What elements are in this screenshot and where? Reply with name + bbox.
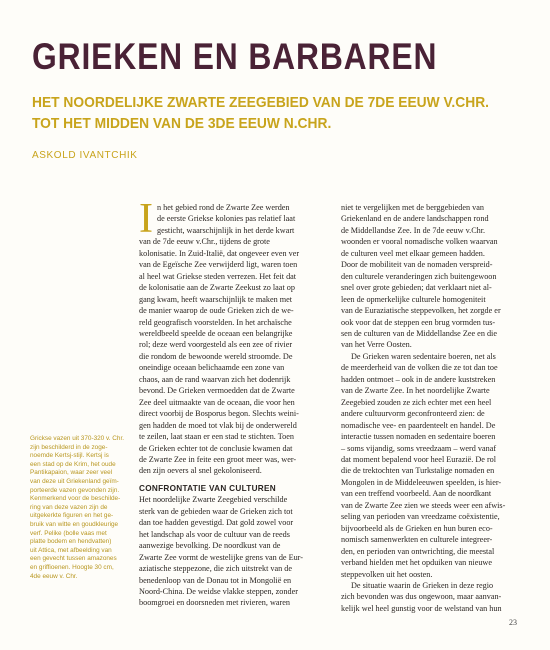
text-line: van de 7de eeuw v.Chr., tijdens de grote — [139, 237, 270, 247]
text-line: zijn beschilderd in de zoge- — [30, 443, 108, 451]
text-line: de Middellandse Zee. In de 7de eeuw v.Chr. — [341, 225, 486, 235]
text-line: de kolonisatie aan de Zwarte Zeekust zo laat op — [139, 283, 295, 293]
text-line: steppevolken uit het oosten. — [341, 569, 433, 579]
text-line: Noord-China. De weidse vlakke steppen, zonder — [139, 586, 298, 596]
subtitle-line: TOT HET MIDDEN VAN DE 3DE EEUW N.CHR. — [32, 115, 332, 132]
text-line: benedenloop van de Donau tot in Mongolië en — [139, 575, 292, 585]
text-line: rol; deze werd voorgesteld als een zee of rivier — [139, 340, 293, 350]
subtitle — [32, 92, 510, 134]
text-line: De Grieken waren sedentaire boeren, net als — [351, 351, 496, 361]
text-line: verf. Pelike (bolle vaas met — [30, 529, 107, 537]
text-line: van de Zwarte Zee. In het noordelijke Zwarte — [341, 386, 490, 396]
text-line: te zeilen, laat staan er een stad te stichten. Toen — [139, 432, 294, 442]
text-line: dan toe hadden gevestigd. Dat gold zowel voor — [139, 518, 294, 528]
text-line: uitgekerkte figuren en het ge- — [30, 512, 114, 520]
text-line: van deze uit Griekenland geïm- — [30, 477, 119, 485]
text-column-left — [139, 196, 329, 609]
text-line: gen hadden de moed tot vlak bij de onderwereld — [139, 420, 297, 430]
text-line: verband hielden met het opduiken van nieuwe — [341, 558, 492, 568]
text-line: gesticht, waarschijnlijk in het derde kwart — [157, 225, 295, 235]
text-line: dat moment bepalend voor heel Eurazië. De rol — [341, 454, 497, 464]
text-line: zich bevonden was dus ongewoon, maar aanvan- — [341, 592, 502, 602]
text-line: platte bodem en hendvatten) — [30, 538, 112, 546]
text-line: de eerste Griekse kolonies pas relatief laat — [157, 214, 296, 224]
text-line: al heel wat Griekse steden verrezen. Het feit dat — [139, 271, 297, 281]
text-line: kelijk wel heel gunstig voor de welstand van hun — [341, 603, 502, 613]
text-line: niet te vergelijken met de berggebieden van — [341, 203, 484, 212]
text-line: leen de opmerkelijke culturele homogeniteit — [341, 294, 486, 304]
text-line: reld geografisch voorstelden. In het archaïsche — [139, 317, 292, 327]
text-line: de Zwarte Zee in feite een groot meer was, wer- — [139, 454, 297, 464]
text-line: van het Verre Oosten. — [341, 340, 412, 350]
section-heading: CONFRONTATIE VAN CULTUREN — [139, 483, 276, 493]
text-line: de Grieken echter tot de conclusie kwamen dat — [139, 443, 293, 453]
text-line: van de Euraziatische steppevolken, het zorgde er — [341, 306, 501, 316]
text-line: Zee deel uitmaakte van de oceaan, die voor hen — [139, 397, 295, 407]
text-line: uit Attica, met afbeelding van — [30, 546, 112, 554]
text-line: nomisch samenwerkten en culturele integreer- — [341, 535, 493, 545]
text-line: wereldbeeld speelde de oceaan een belangrijke — [139, 328, 293, 338]
text-line: een stad op de Krim, het oude — [30, 460, 116, 468]
text-line: die de trektochten van Turkstalige nomaden en — [341, 466, 495, 476]
text-line: Zeegebied zouden ze zich echter met een heel — [341, 397, 492, 407]
text-column-right — [341, 202, 531, 614]
text-line: Zwarte Zee vormt de westelijke grens van de Eur- — [139, 552, 303, 562]
text-line: ring van deze vazen zijn de — [30, 503, 108, 511]
page-number: 23 — [509, 618, 517, 627]
text-line: chaos, aan de rand waarvan zich het dodenrijk — [139, 374, 291, 384]
body-paragraph — [341, 202, 531, 351]
image-caption — [30, 435, 126, 581]
text-line: bijvoorbeeld als de Grieken en hun buren eco- — [341, 523, 493, 533]
body-paragraph — [341, 580, 531, 614]
text-line: woonden er vooral nomadische volken waarvan — [341, 237, 498, 247]
text-line: interactie tussen nomaden en sedentaire boeren — [341, 432, 496, 442]
text-line: 4de eeuw v. Chr. — [30, 572, 78, 580]
text-line: de meerderheid van de volken die ze tot dan toe — [341, 363, 498, 373]
body-paragraph — [139, 236, 329, 477]
text-line: porteerde vazen gevonden zijn. — [30, 486, 120, 494]
text-line: den culturele veranderingen zich buitengewoon — [341, 271, 497, 281]
text-line: de manier waarop de oude Grieken zich de we- — [139, 306, 294, 316]
page-title: GRIEKEN EN BARBAREN — [32, 36, 438, 77]
text-line: boomgroei en doorsneden met rivieren, waren — [139, 598, 290, 608]
text-line: kolonisatie. In Zuid-Italië, dat ongeveer even ver — [139, 248, 300, 258]
text-line: snel over grote gebieden; dat verklaart niet al- — [341, 283, 492, 293]
text-line: gang kwam, heeft waarschijnlijk te maken met — [139, 294, 293, 304]
author-name: ASKOLD IVANTCHIK — [32, 150, 138, 161]
text-line: Door de mobiliteit van de nomaden verspreid- — [341, 260, 493, 270]
text-line: andere cultuurvorm geconfronteerd zien: de — [341, 409, 485, 419]
text-line: den zijn oevers al snel gekoloniseerd. — [139, 466, 262, 476]
text-line: direct voorbij de Bosporus begon. Slechts weini- — [139, 409, 299, 419]
text-line: n het gebied rond de Zwarte Zee werden — [157, 203, 290, 212]
text-line: oneindige oceaan belichaamde een zone van — [139, 363, 285, 373]
text-line: aanwezige bevolking. De noordkust van de — [139, 541, 281, 551]
text-line: nomadische vee- en paardenteelt en handel. De — [341, 420, 496, 430]
text-line: ook voor dat de steppen een brug vormden tus- — [341, 317, 496, 327]
text-line: Grickse vazen uit 370-320 v. Chr. — [30, 435, 125, 442]
text-line: noemde Kertsj-stijl. Kertsj is — [30, 452, 109, 460]
text-line: en griffioenen. Hoogte 30 cm, — [30, 563, 114, 571]
body-paragraph — [139, 494, 329, 609]
body-paragraph — [341, 351, 531, 580]
text-line: die rondom de bewoonde wereld stroomde. De — [139, 351, 293, 361]
text-line: Griekenland en de andere landschappen rond — [341, 214, 489, 224]
text-line: aziatische steppezone, die zich uitstrekt van de — [139, 564, 292, 574]
subtitle-line: HET NOORDELIJKE ZWARTE ZEEGEBIED VAN DE 7DE EEUW V.CHR. — [32, 94, 489, 111]
text-line: een gevecht tussen amazones — [30, 555, 117, 563]
text-line: De situatie waarin de Grieken in deze regio — [351, 580, 494, 590]
text-line: Kenmerkend voor de beschilde- — [30, 495, 121, 503]
text-line: sterk van de gebieden waar de Grieken zich tot — [139, 506, 293, 516]
text-line: seling van perioden van vreedzame coëxistentie, — [341, 512, 500, 522]
drop-cap: I — [139, 196, 153, 242]
text-line: het landschap als voor de cultuur van de reeds — [139, 529, 290, 539]
text-line: Mongolen in de Middeleeuwen speelden, is hier- — [341, 477, 502, 487]
text-line: van de Egeïsche Zee verwijderd ligt, waren toen — [139, 260, 298, 270]
text-line: bruik van witte en goudkleurige — [30, 520, 119, 528]
text-line: Het noordelijke Zwarte Zeegebied verschilde — [139, 495, 288, 505]
text-line: van de Zwarte Zee zien we steeds weer een afwis- — [341, 500, 506, 510]
text-line: bevond. De Grieken vermoedden dat de Zwarte — [139, 386, 295, 396]
text-line: – soms vijandig, soms vreedzaam – werd vanaf — [341, 443, 497, 453]
text-line: sen de culturen van de Middellandse Zee en die — [341, 328, 497, 338]
text-line: den, en perioden van ontwrichting, die meestal — [341, 546, 495, 556]
text-line: hadden ontmoet – ook in de andere kuststreken — [341, 374, 496, 384]
text-line: Pantikapaion, waar zeer veel — [30, 469, 113, 477]
text-line: de culturen veel met elkaar gemeen hadden. — [341, 248, 485, 258]
text-line: van een treffend voorbeeld. Aan de noordkant — [341, 489, 492, 499]
